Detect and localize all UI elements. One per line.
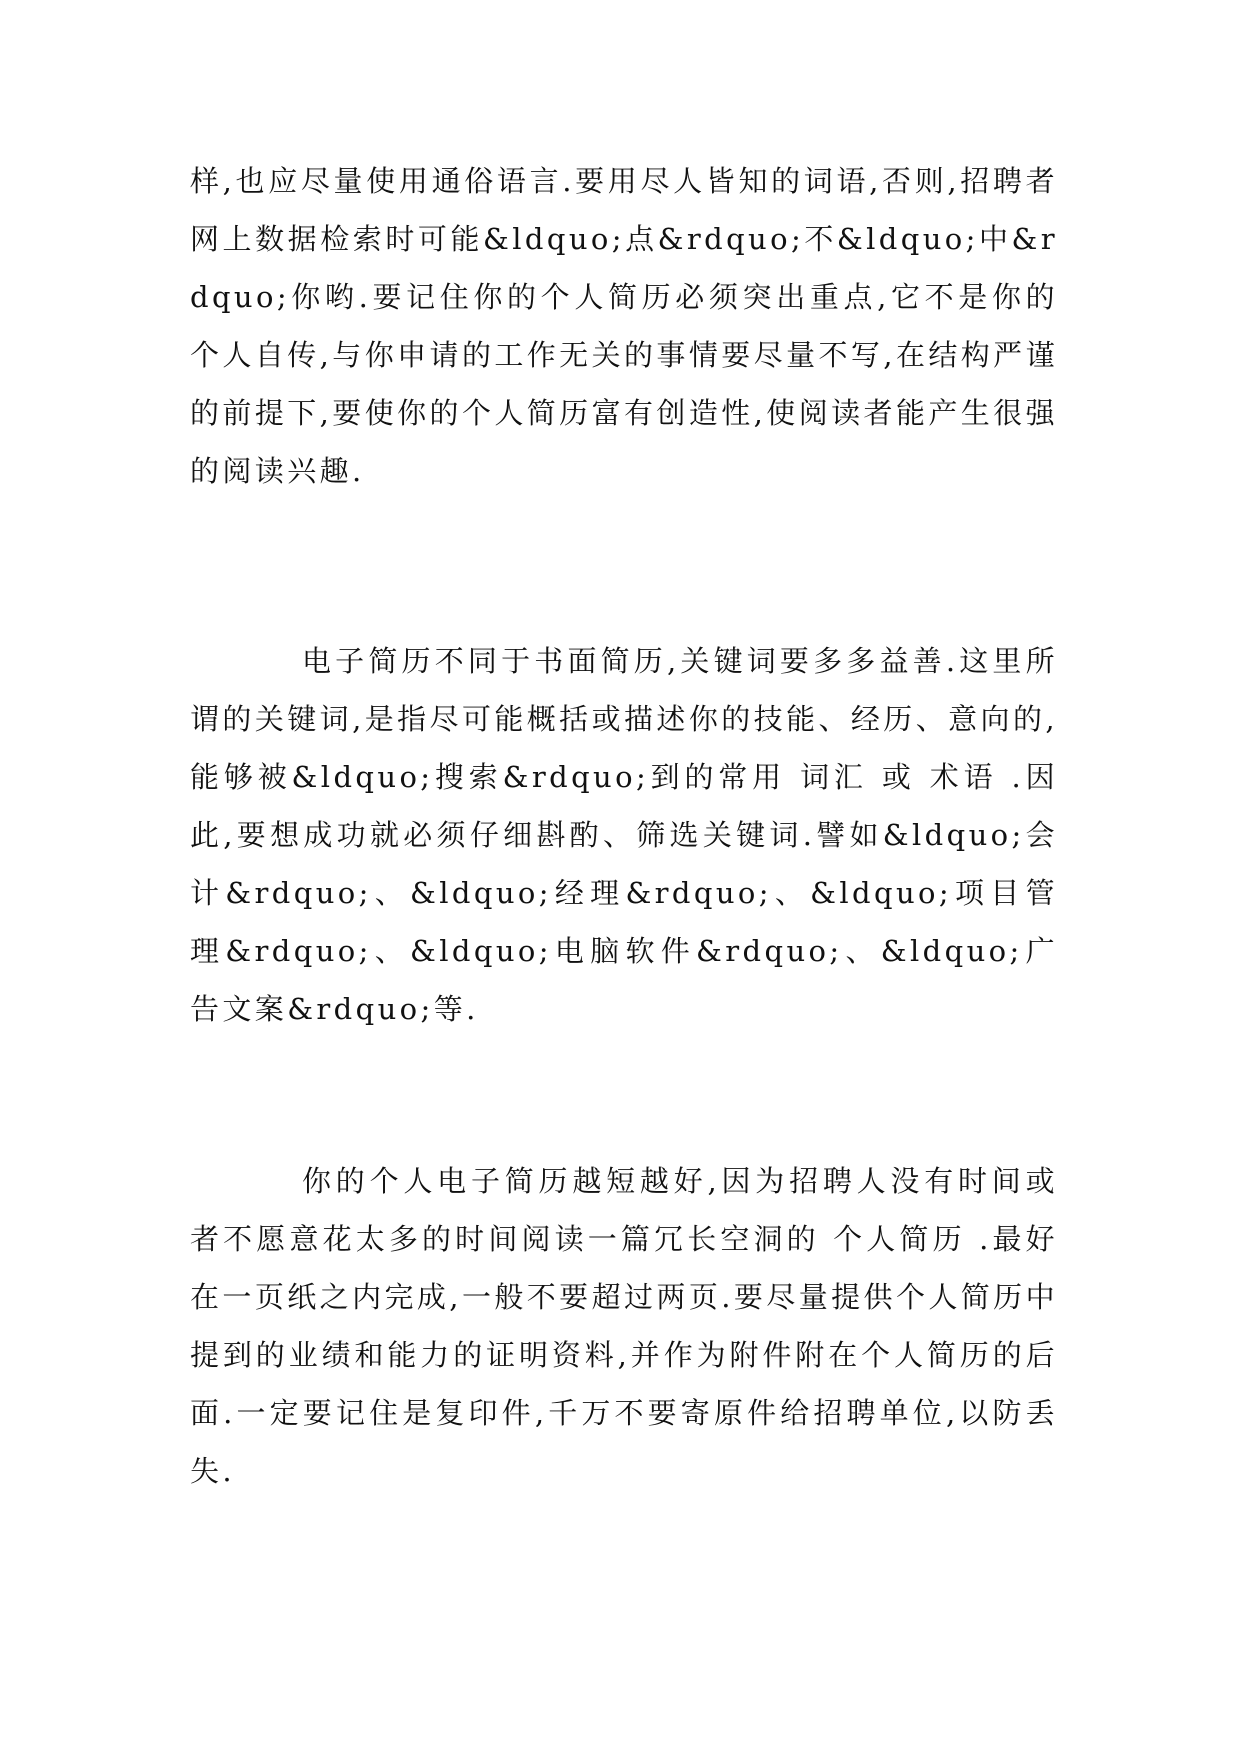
paragraph-3: 你的个人电子简历越短越好,因为招聘人没有时间或者不愿意花太多的时间阅读一篇冗长空洞的 个人简历 .最好在一页纸之内完成,一般不要超过两页.要尽量提供个人简历中提到的业绩和能力的证明资料,并作为附件附在个人简历的后面.一定要记住是复印件,千万不要寄原件给招聘单位,以防丢失. xyxy=(190,1164,1058,1488)
paragraph-2: 电子简历不同于书面简历,关键词要多多益善.这里所谓的关键词,是指尽可能概括或描述你的技能、经历、意向的,能够被&ldquo;搜索&rdquo;到的常用 词汇 或 术语 .因此,要想成功就必须仔细斟酌、筛选关键词.譬如&ldquo;会计&rdquo;、&ldquo;经理&rdquo;、&ldquo;项目管理&rdquo;、&ldquo;电脑软件&rdquo;、&ldquo;广告文案&rdquo;等. xyxy=(190,644,1058,1026)
paragraph-1: 样,也应尽量使用通俗语言.要用尽人皆知的词语,否则,招聘者网上数据检索时可能&ldquo;点&rdquo;不&ldquo;中&rdquo;你哟.要记住你的个人简历必须突出重点,它不是你的个人自传,与你申请的工作无关的事情要尽量不写,在结构严谨的前提下,要使你的个人简历富有创造性,使阅读者能产生很强的阅读兴趣. xyxy=(190,164,1058,488)
